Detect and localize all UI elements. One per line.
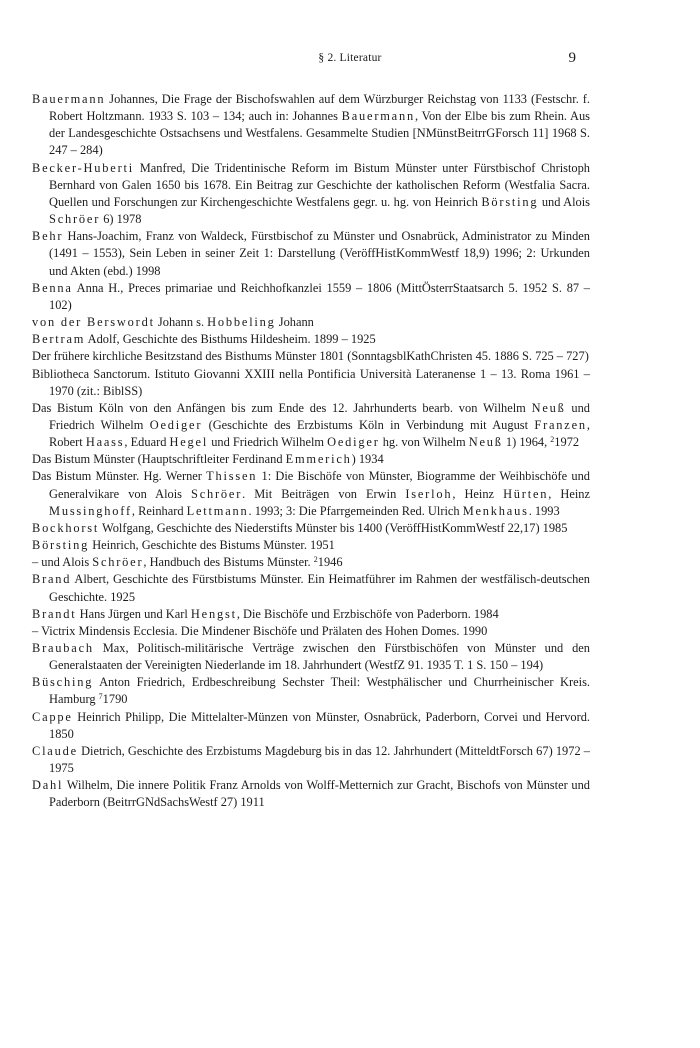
page-number: 9 — [568, 50, 576, 66]
author-name: Braubach — [32, 641, 94, 655]
entry-text: . Mit Beiträgen von Erwin — [242, 486, 406, 501]
entry-text: Heinrich Philipp, Die Mittelalter-Münzen von Münster, Osnabrück, Paderborn, Corvei und Hervord. 1850 — [49, 709, 590, 741]
entry-text: – und Alois — [32, 555, 93, 570]
bibliography-entry — [32, 606, 590, 623]
entry-text: Hans-Joachim, Franz von Waldeck, Fürstbischof zu Münster und Osnabrück, Administrator zu Minden (1491 – 1553), Sein Leben in seiner Zeit 1: Darstellung (VeröffHistKommWestf 18,9) 1996; 2: Urkunden und Akten (ebd.) 1998 — [49, 229, 590, 278]
bibliography-entry — [32, 228, 590, 279]
entry-text: Heinrich, Geschichte des Bistums Münster. 1951 — [89, 538, 335, 553]
author-name: Bauermann — [32, 92, 106, 106]
author-name: Neuß — [531, 400, 566, 415]
author-name: Emmerich — [285, 452, 352, 467]
entry-text: , Von der Elbe bis zum Rhein. Aus der Landesgeschichte Ostsachsens und Westfalens. Gesammelte Studien [NMünstBeitrrGForsch 11] 1968 S. 247 – 284) — [49, 109, 591, 158]
bibliography-entry — [32, 468, 590, 519]
author-name: Schröer — [191, 486, 243, 501]
entry-text: und Friedrich Wilhelm — [49, 400, 591, 432]
entry-text: 6) 1978 — [100, 212, 142, 227]
author-name: Benna — [32, 280, 73, 295]
bibliography-entry — [32, 554, 590, 571]
author-name: Börsting — [32, 538, 90, 553]
entry-text: Das Bistum Münster (Hauptschriftleiter Ferdinand — [32, 452, 286, 467]
entry-text: Anton Friedrich, Erdbeschreibung Sechster Theil: Westphälischer und Churrheinischer Kreis. Hamburg — [49, 675, 590, 707]
bibliography-entry — [32, 674, 590, 708]
author-name: Becker-Huberti — [32, 160, 135, 175]
edition-superscript: 2 — [313, 555, 318, 565]
author-name: Bauermann — [341, 109, 415, 124]
author-name: Brand — [32, 572, 72, 587]
entry-text: . 1993 — [528, 503, 560, 518]
entry-text: , Eduard — [124, 435, 170, 450]
bibliography-entry — [32, 537, 590, 554]
author-name: Oediger — [149, 417, 203, 432]
entry-text: Wilhelm, Die innere Politik Franz Arnolds von Wolff-Metternich zur Gracht, Bischofs von Münster und Paderborn (BeitrrGNdSachsWestf 27) 1911 — [49, 778, 590, 810]
author-name: Cappe — [32, 709, 73, 724]
author-name: Bockhorst — [32, 520, 100, 535]
entry-text: 1) 1964, — [502, 435, 551, 450]
bibliography-entry — [32, 91, 590, 160]
author-name: Lettmann — [186, 503, 249, 518]
entry-text: . 1993; 3: Die Pfarrgemeinden Red. Ulrich — [248, 503, 463, 518]
entry-text: ) 1934 — [351, 452, 384, 467]
bibliography-entry — [32, 280, 590, 314]
entry-text: (Geschichte des Erzbistums Köln in Verbindung mit August — [202, 417, 535, 432]
bibliography-entry — [32, 348, 590, 365]
author-name: Thissen — [206, 469, 258, 484]
author-name: Schröer — [92, 555, 144, 570]
entry-text: Max, Politisch-militärische Verträge zwischen den Fürstbischöfen von Münster und den Generalstaaten der Vereinigten Niederlande im 18. Jahrhundert (WestfZ 91. 1935 T. 1 S. 150 – 194) — [49, 641, 590, 673]
author-name: Oediger — [327, 435, 380, 450]
entry-text: , Handbuch des Bistums Münster. — [143, 555, 314, 570]
entry-text: Anna H., Preces primariae und Reichhofkanzlei 1559 – 1806 (MittÖsterrStaatsarch 5. 1952 S. 87 – 102) — [49, 280, 590, 312]
running-head: § 2. Literatur — [318, 52, 382, 64]
bibliography-entry — [32, 640, 590, 674]
entry-text: , Die Bischöfe und Erzbischöfe von Paderborn. 1984 — [236, 606, 499, 621]
author-name: Hürten — [503, 486, 549, 501]
author-name: Franzen — [534, 417, 587, 432]
entry-text: Johann s. — [154, 315, 208, 330]
entry-text: Adolf, Geschichte des Bisthums Hildesheim. 1899 – 1925 — [85, 332, 376, 347]
author-name: Schröer — [49, 212, 101, 227]
entry-text: 1: Die Bischöfe von Münster, Biogramme der Weihbischöfe und Generalvikare von Alois — [49, 469, 590, 501]
author-name: Börsting — [481, 194, 539, 209]
bibliography-entry — [32, 160, 590, 229]
author-name: Dahl — [32, 778, 64, 793]
author-name: von der Berswordt — [32, 315, 155, 330]
author-name: Hengst — [190, 606, 237, 621]
entry-text: Wolfgang, Geschichte des Niederstifts Münster bis 1400 (VeröffHistKommWestf 22,17) 1985 — [99, 520, 568, 535]
author-name: Iserloh — [405, 486, 453, 501]
bibliography-entry — [32, 571, 590, 605]
author-name: Behr — [32, 229, 64, 244]
entry-text: Johann — [275, 315, 314, 330]
bibliography-entry — [32, 520, 590, 537]
entry-text: Das Bistum Köln von den Anfängen bis zum Ende des 12. Jahrhunderts bearb. von Wilhelm — [32, 400, 532, 415]
entry-text: Bibliotheca Sanctorum. Istituto Giovanni XXIII nella Pontificia Università Lateranense 1 – 13. Roma 1961 – 1970 (zit.: BiblSS) — [32, 366, 590, 398]
author-name: Bertram — [32, 332, 86, 347]
entry-text: hg. von Wilhelm — [379, 435, 469, 450]
page-header — [0, 50, 700, 70]
entry-text: , Heinz — [452, 486, 504, 501]
bibliography-entry — [32, 366, 590, 400]
entry-text: – Victrix Mindensis Ecclesia. Die Mindener Bischöfe und Prälaten des Hohen Domes. 1990 — [32, 623, 488, 638]
author-name: Büsching — [32, 675, 94, 690]
bibliography-list — [32, 91, 590, 812]
entry-text: Das Bistum Münster. Hg. Werner — [32, 469, 207, 484]
entry-text: und Friedrich Wilhelm — [208, 435, 328, 450]
entry-text: Der frühere kirchliche Besitzstand des Bisthums Münster 1801 (SonntagsblKathChristen 45. 1886 S. 725 – 727) — [32, 349, 589, 364]
entry-text: und Alois — [538, 194, 590, 209]
bibliography-entry — [32, 331, 590, 348]
author-name: Mussinghoff — [49, 503, 132, 518]
author-name: Haass — [85, 435, 125, 450]
bibliography-entry — [32, 623, 590, 640]
bibliography-entry — [32, 451, 590, 468]
entry-text: , Heinz — [548, 486, 590, 501]
entry-text: , Reinhard — [131, 503, 187, 518]
edition-superscript: 7 — [98, 692, 103, 702]
entry-text: 1972 — [554, 435, 580, 450]
entry-text: Johannes, Die Frage der Bischofswahlen auf dem Würzburger Reichstag von 1133 (Festschr. f. Robert Holtzmann. 1933 S. 103 – 134; auch in: Johannes — [49, 92, 590, 124]
entry-text: 1790 — [102, 692, 128, 707]
author-name: Neuß — [468, 435, 503, 450]
author-name: Hegel — [169, 435, 209, 450]
edition-superscript: 2 — [550, 435, 555, 445]
entry-text: , Robert — [49, 417, 590, 450]
bibliography-entry — [32, 777, 590, 811]
bibliography-entry — [32, 743, 590, 777]
entry-text: Dietrich, Geschichte des Erzbistums Magdeburg bis in das 12. Jahrhundert (MitteldtForsch 67) 1972 – 1975 — [49, 743, 590, 776]
author-name: Claude — [32, 743, 78, 758]
author-name: Menkhaus — [462, 503, 529, 518]
entry-text: Hans Jürgen und Karl — [76, 606, 191, 621]
author-name: Hobbeling — [207, 315, 276, 330]
entry-text: Manfred, Die Tridentinische Reform im Bistum Münster unter Fürstbischof Christoph Bernhard von Galen 1650 bis 1678. Ein Beitrag zur Geschichte der katholischen Reform (Westfalia Sacra. Quellen und Forschungen zur Kirchengeschichte Westfalens gegr. u. hg. von Heinrich — [49, 160, 590, 209]
bibliography-entry — [32, 314, 590, 331]
author-name: Brandt — [32, 606, 77, 621]
entry-text: 1946 — [317, 555, 343, 570]
bibliography-entry — [32, 400, 590, 451]
bibliography-entry — [32, 709, 590, 743]
entry-text: Albert, Geschichte des Fürstbistums Münster. Ein Heimatführer im Rahmen der westfälisch-deutschen Geschichte. 1925 — [49, 572, 590, 604]
